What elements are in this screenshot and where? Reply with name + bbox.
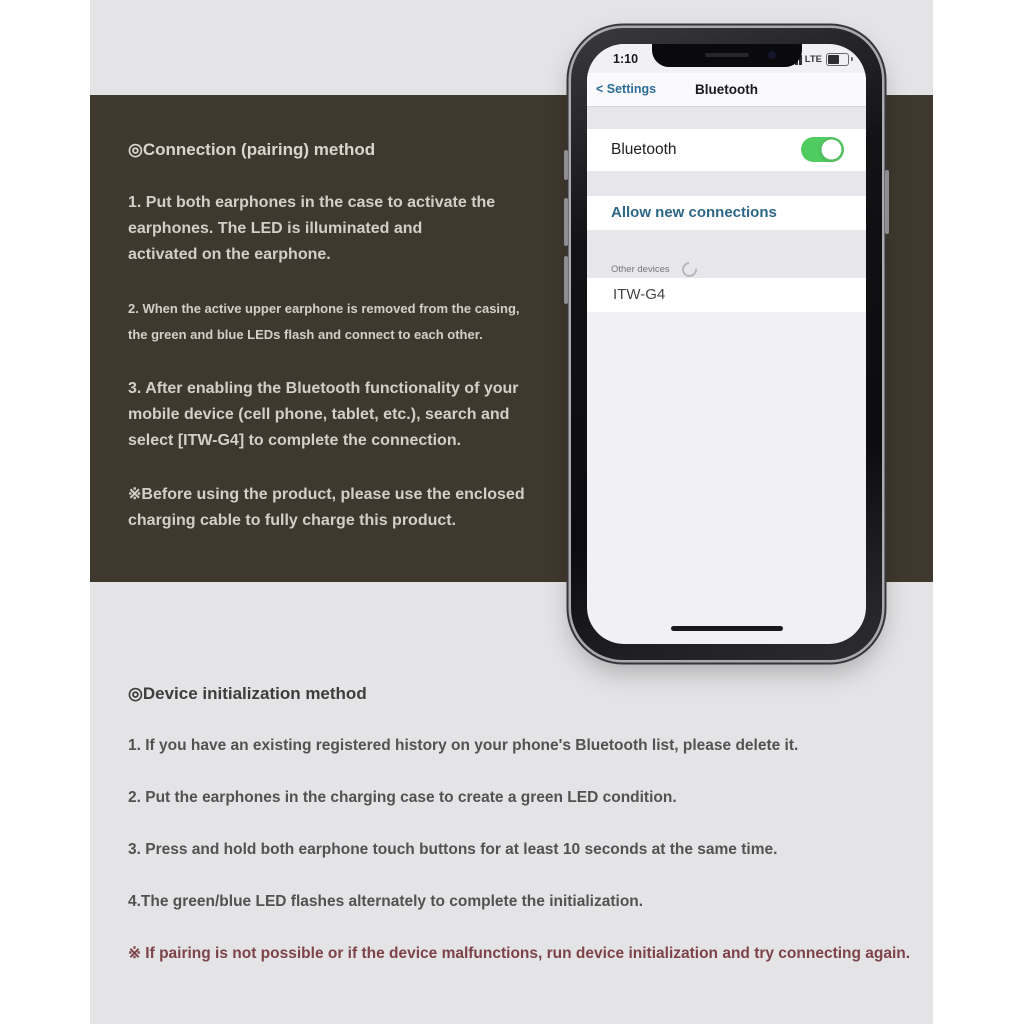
init-warning-note: ※ If pairing is not possible or if the device malfunctions, run device initialization and try connecting again. <box>128 945 911 962</box>
bluetooth-toggle-row <box>587 129 866 171</box>
phone-notch <box>652 44 802 67</box>
battery-icon <box>826 53 849 66</box>
pairing-step-1: 1. Put both earphones in the case to activate the earphones. The LED is illuminated and activated on the earphone. <box>128 194 496 263</box>
pairing-heading: ◎Connection (pairing) method <box>128 140 376 159</box>
phone-screen <box>587 44 866 644</box>
carrier-label: LTE <box>804 54 822 65</box>
power-button <box>885 170 889 234</box>
back-to-settings-link[interactable]: < Settings <box>596 82 657 96</box>
home-indicator <box>671 626 783 631</box>
pairing-note: ※Before using the product, please use the enclosed charging cable to fully charge this product. <box>128 486 525 529</box>
bluetooth-row-label: Bluetooth <box>611 141 677 158</box>
init-heading: ◎Device initialization method <box>128 684 367 703</box>
scanning-spinner-icon <box>679 259 700 280</box>
pairing-step-2: 2. When the active upper earphone is removed from the casing, the green and blue LEDs flash and connect to each other. <box>128 301 520 342</box>
bluetooth-toggle[interactable] <box>801 137 844 162</box>
section-gap <box>587 171 866 196</box>
device-row-itw-g4[interactable] <box>587 278 866 312</box>
pairing-step-3: 3. After enabling the Bluetooth functionality of your mobile device (cell phone, tablet, etc.), search and select [ITW-G4] to complete the connection. <box>128 380 519 449</box>
status-time: 1:10 <box>613 52 639 66</box>
initialization-instructions <box>128 684 968 995</box>
init-step-1: 1. If you have an existing registered history on your phone's Bluetooth list, please delete it. <box>128 737 799 754</box>
front-camera-icon <box>768 51 776 59</box>
pairing-instructions <box>128 140 598 562</box>
page-title: Bluetooth <box>695 82 758 97</box>
init-step-2: 2. Put the earphones in the charging case to create a green LED condition. <box>128 789 677 806</box>
mute-switch <box>564 150 568 180</box>
allow-new-connections-row[interactable] <box>587 196 866 230</box>
toggle-knob <box>820 138 843 161</box>
bluetooth-nav-bar <box>587 73 866 107</box>
section-gap <box>587 106 866 129</box>
speaker-slot <box>705 53 749 57</box>
init-step-3: 3. Press and hold both earphone touch buttons for at least 10 seconds at the same time. <box>128 841 778 858</box>
init-step-4: 4.The green/blue LED flashes alternately to complete the initialization. <box>128 893 644 910</box>
other-devices-label: Other devices <box>611 264 670 275</box>
volume-down-button <box>564 256 568 304</box>
phone-mockup <box>571 28 882 660</box>
volume-up-button <box>564 198 568 246</box>
allow-new-connections-label: Allow new connections <box>611 204 777 221</box>
device-name: ITW-G4 <box>613 286 666 303</box>
other-devices-header <box>611 262 697 277</box>
